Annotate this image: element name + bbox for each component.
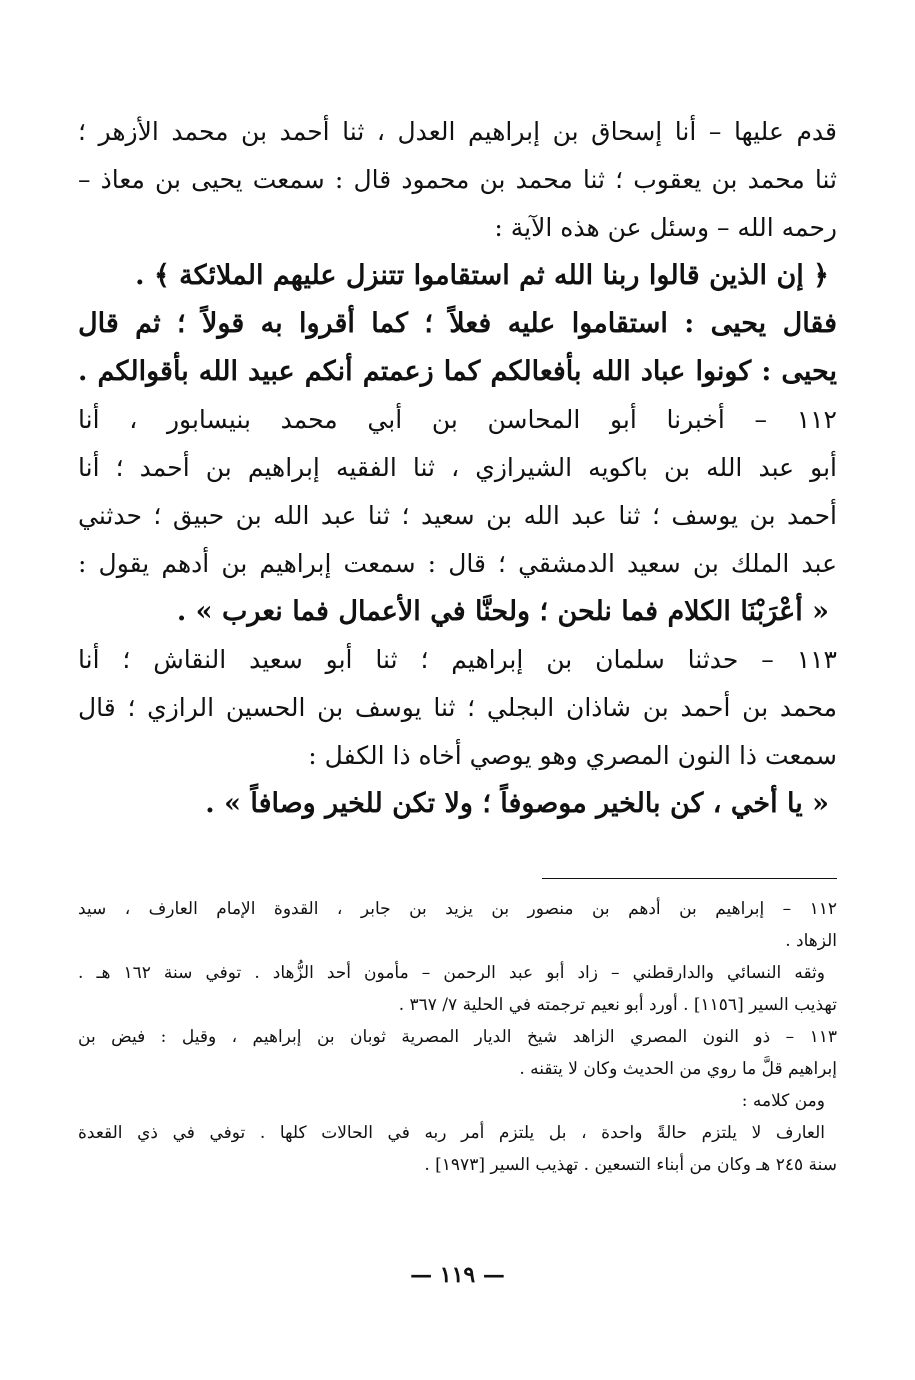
quote-112: « أعْرَبْنَا الكلام فما نلحن ؛ ولحنَّا في الأعمال فما نعرب » .	[176, 596, 829, 627]
text-line: عبد الملك بن سعيد الدمشقي ؛ قال : سمعت إبراهيم بن أدهم يقول :	[78, 549, 837, 578]
footnote-line: سنة ٢٤٥ هـ وكان من أبناء التسعين . تهذيب السير [١٩٧٣] .	[424, 1155, 837, 1175]
text-line: أبو عبد الله بن باكويه الشيرازي ، ثنا الفقيه إبراهيم بن أحمد ؛ أنا	[78, 453, 837, 482]
text-line: قدم عليها – أنا إسحاق بن إبراهيم العدل ، ثنا أحمد بن محمد الأزهر ؛	[78, 117, 837, 146]
footnote-line: إبراهيم قلَّ ما روي من الحديث وكان لا يتقنه .	[519, 1059, 837, 1079]
page-number: — ١١٩ —	[410, 1262, 505, 1288]
narration-113-start: ١١٣ – حدثنا سلمان بن إبراهيم ؛ ثنا أبو سعيد النقاش ؛ أنا	[78, 645, 837, 674]
text-line: ثنا محمد بن يعقوب ؛ ثنا محمد بن محمود قال : سمعت يحيى بن معاذ –	[78, 165, 837, 194]
text-line: محمد بن أحمد بن شاذان البجلي ؛ ثنا يوسف بن الحسين الرازي ؛ قال	[78, 693, 837, 722]
footnotes	[78, 893, 837, 1181]
footnote-line: تهذيب السير [١١٥٦] . أورد أبو نعيم ترجمته في الحلية ٧/ ٣٦٧ .	[398, 995, 837, 1015]
text-line: رحمه الله – وسئل عن هذه الآية :	[494, 213, 837, 242]
narration-112-start: ١١٢ – أخبرنا أبو المحاسن بن أبي محمد بنيسابور ، أنا	[78, 405, 837, 434]
quote-113: « يا أخي ، كن بالخير موصوفاً ؛ ولا تكن للخير وصافاً » .	[205, 788, 829, 819]
footnote-line: الزهاد .	[785, 931, 837, 951]
footnote-divider	[542, 878, 837, 879]
footnote-112: ١١٢ – إبراهيم بن أدهم بن منصور بن يزيد بن جابر ، القدوة الإمام العارف ، سيد	[78, 899, 837, 919]
quran-verse: ﴿ إن الذين قالوا ربنا الله ثم استقاموا تتنزل عليهم الملائكة ﴾ .	[135, 260, 829, 291]
footnote-113: ١١٣ – ذو النون المصري الزاهد شيخ الديار المصرية ثوبان بن إبراهيم ، وقيل : فيض بن	[78, 1027, 837, 1047]
main-text	[78, 108, 837, 828]
bold-text-line: يحيى : كونوا عباد الله بأفعالكم كما زعمتم أنكم عبيد الله بأقوالكم .	[78, 356, 837, 387]
footnote-line: وثقه النسائي والدارقطني – زاد أبو عبد الرحمن – مأمون أحد الزُّهاد . توفي سنة ١٦٢ هـ .	[78, 963, 825, 983]
text-line: سمعت ذا النون المصري وهو يوصي أخاه ذا الكفل :	[308, 741, 837, 770]
footnote-line: ومن كلامه :	[741, 1091, 825, 1111]
text-line: أحمد بن يوسف ؛ ثنا عبد الله بن سعيد ؛ ثنا عبد الله بن حبيق ؛ حدثني	[78, 501, 837, 530]
bold-text-line: فقال يحيى : استقاموا عليه فعلاً ؛ كما أقروا به قولاً ؛ ثم قال	[78, 308, 837, 339]
footnote-line: العارف لا يلتزم حالةً واحدة ، بل يلتزم أمر ربه في الحالات كلها . توفي في ذي القعدة	[78, 1123, 825, 1143]
